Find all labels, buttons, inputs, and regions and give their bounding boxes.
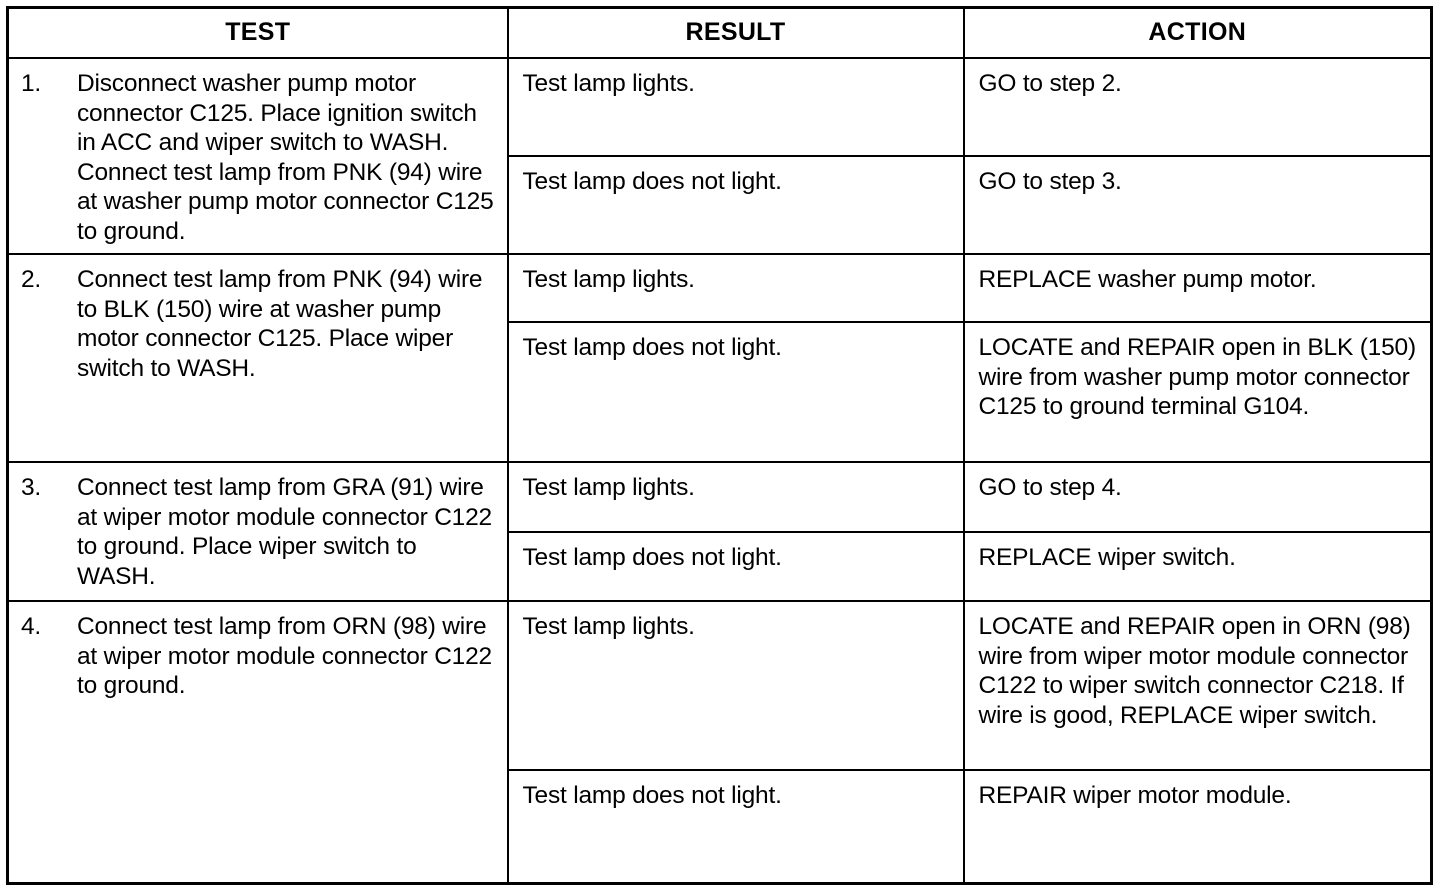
test-cell — [8, 254, 508, 462]
table-row — [8, 254, 1432, 322]
result-cell: Test lamp lights. — [508, 254, 964, 322]
result-cell: Test lamp lights. — [508, 601, 964, 770]
test-description: Connect test lamp from PNK (94) wire to BLK (150) wire at washer pump motor connector C125. Place wiper switch to WASH. — [77, 266, 483, 382]
result-cell: Test lamp does not light. — [508, 770, 964, 883]
test-description: Connect test lamp from GRA (91) wire at wiper motor module connector C122 to ground. Place wiper switch to WASH. — [77, 474, 492, 590]
test-cell — [8, 601, 508, 883]
result-cell: Test lamp does not light. — [508, 156, 964, 254]
action-cell: GO to step 2. — [964, 58, 1432, 156]
header-result: RESULT — [508, 8, 964, 59]
action-cell: GO to step 4. — [964, 462, 1432, 532]
result-cell: Test lamp does not light. — [508, 322, 964, 462]
test-description: Disconnect washer pump motor connector C125. Place ignition switch in ACC and wiper switch to WASH. Connect test lamp from PNK (94) wire at washer pump motor connector C125 to ground. — [77, 70, 494, 245]
diagnostic-table — [6, 6, 1433, 885]
action-cell: LOCATE and REPAIR open in BLK (150) wire from washer pump motor connector C125 to ground terminal G104. — [964, 322, 1432, 462]
diagnostic-sheet — [6, 6, 1430, 885]
test-description: Connect test lamp from ORN (98) wire at wiper motor module connector C122 to ground. — [77, 613, 492, 699]
test-cell — [8, 462, 508, 601]
result-cell: Test lamp lights. — [508, 462, 964, 532]
action-cell: LOCATE and REPAIR open in ORN (98) wire from wiper motor module connector C122 to wiper switch connector C218. If wire is good, REPLACE wiper switch. — [964, 601, 1432, 770]
table-row — [8, 58, 1432, 156]
action-cell: GO to step 3. — [964, 156, 1432, 254]
step-number: 4. — [21, 613, 42, 640]
result-cell: Test lamp lights. — [508, 58, 964, 156]
header-row — [8, 8, 1432, 59]
table-row — [8, 462, 1432, 532]
result-cell: Test lamp does not light. — [508, 532, 964, 601]
header-test: TEST — [8, 8, 508, 59]
action-cell: REPLACE wiper switch. — [964, 532, 1432, 601]
table-row — [8, 601, 1432, 770]
step-number: 2. — [21, 266, 42, 293]
test-cell — [8, 58, 508, 254]
step-number: 3. — [21, 474, 42, 501]
step-number: 1. — [21, 70, 42, 97]
action-cell: REPLACE washer pump motor. — [964, 254, 1432, 322]
header-action: ACTION — [964, 8, 1432, 59]
action-cell: REPAIR wiper motor module. — [964, 770, 1432, 883]
